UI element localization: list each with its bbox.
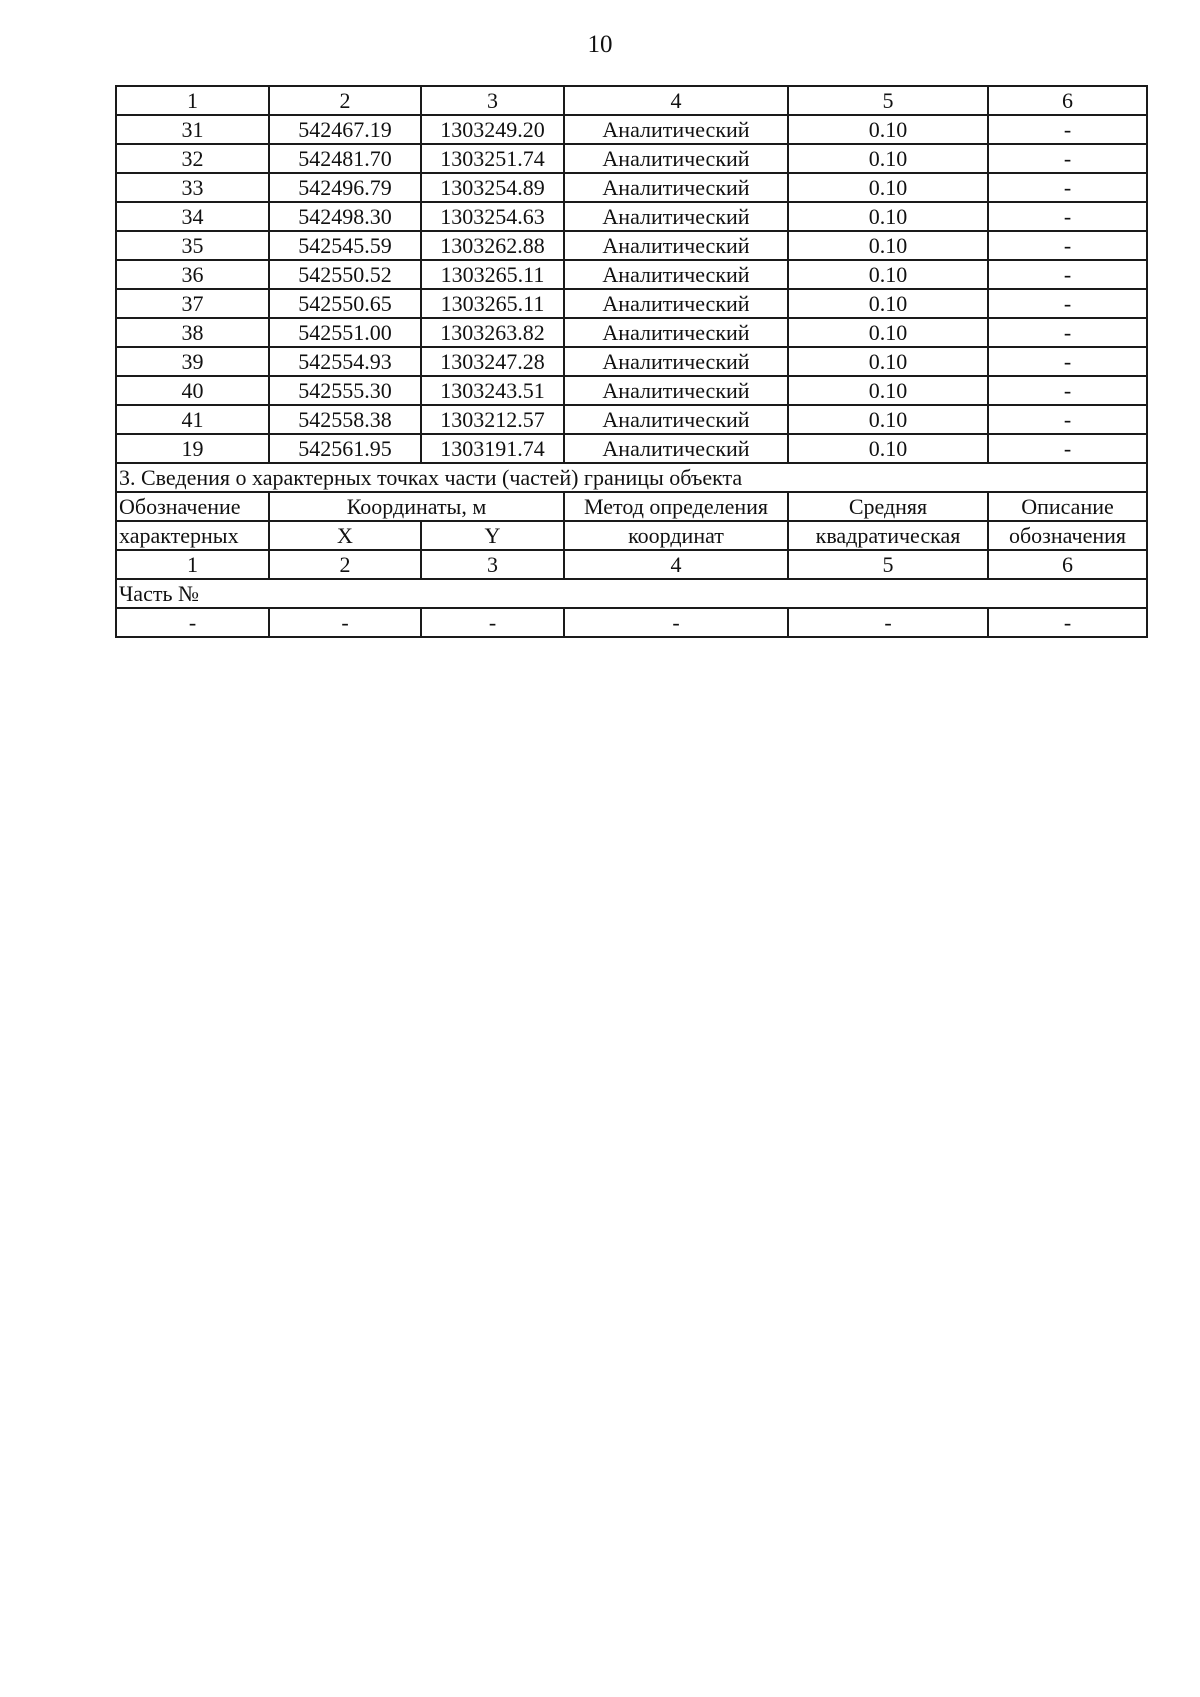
table-row <box>116 173 1147 202</box>
column-number: 6 <box>988 550 1147 579</box>
header-description: Описание <box>988 492 1147 521</box>
section-header-row-1 <box>116 492 1147 521</box>
column-number: 1 <box>116 86 269 115</box>
table-row <box>116 376 1147 405</box>
part-label: Часть № <box>116 579 1147 608</box>
cell-mean-square-error: 0.10 <box>788 434 988 463</box>
cell-mean-square-error: 0.10 <box>788 318 988 347</box>
cell-method: Аналитический <box>564 289 788 318</box>
cell-method: Аналитический <box>564 202 788 231</box>
header-mean-square-error: Средняя <box>788 492 988 521</box>
cell-coordinate-y: 1303263.82 <box>421 318 564 347</box>
section-title: 3. Сведения о характерных точках части (частей) границы объекта <box>116 463 1147 492</box>
cell-mean-square-error: 0.10 <box>788 405 988 434</box>
cell-coordinate-x: 542550.65 <box>269 289 421 318</box>
page-number: 10 <box>587 31 613 58</box>
cell-method: Аналитический <box>564 376 788 405</box>
column-number: 5 <box>788 86 988 115</box>
cell-coordinate-y: 1303251.74 <box>421 144 564 173</box>
cell-coordinate-x: 542551.00 <box>269 318 421 347</box>
cell-coordinate-y: 1303265.11 <box>421 289 564 318</box>
cell-point-number: 35 <box>116 231 269 260</box>
cell-mean-square-error: 0.10 <box>788 376 988 405</box>
cell-point-number: 41 <box>116 405 269 434</box>
coordinates-table <box>115 85 1148 638</box>
header-mean-square-error-cont: квадратическая <box>788 521 988 550</box>
cell-method: Аналитический <box>564 231 788 260</box>
cell-description: - <box>988 347 1147 376</box>
cell-mean-square-error: 0.10 <box>788 144 988 173</box>
header-point-designation: Обозначение <box>116 492 269 521</box>
cell-coordinate-y: 1303243.51 <box>421 376 564 405</box>
column-number: 5 <box>788 550 988 579</box>
cell-description: - <box>988 376 1147 405</box>
empty-cell: - <box>421 608 564 637</box>
table-row <box>116 434 1147 463</box>
table-row <box>116 144 1147 173</box>
empty-cell: - <box>564 608 788 637</box>
header-method-cont: координат <box>564 521 788 550</box>
cell-coordinate-y: 1303247.28 <box>421 347 564 376</box>
table-row <box>116 318 1147 347</box>
cell-mean-square-error: 0.10 <box>788 231 988 260</box>
cell-method: Аналитический <box>564 405 788 434</box>
cell-coordinate-y: 1303262.88 <box>421 231 564 260</box>
cell-coordinate-x: 542498.30 <box>269 202 421 231</box>
cell-coordinate-x: 542481.70 <box>269 144 421 173</box>
cell-coordinate-x: 542467.19 <box>269 115 421 144</box>
header-x: X <box>269 521 421 550</box>
header-coordinates: Координаты, м <box>269 492 564 521</box>
section-column-number-row <box>116 550 1147 579</box>
column-number: 2 <box>269 550 421 579</box>
cell-coordinate-x: 542550.52 <box>269 260 421 289</box>
header-method: Метод определения <box>564 492 788 521</box>
cell-description: - <box>988 289 1147 318</box>
cell-description: - <box>988 434 1147 463</box>
cell-point-number: 40 <box>116 376 269 405</box>
empty-cell: - <box>988 608 1147 637</box>
cell-description: - <box>988 173 1147 202</box>
header-y: Y <box>421 521 564 550</box>
empty-cell: - <box>269 608 421 637</box>
cell-point-number: 38 <box>116 318 269 347</box>
cell-coordinate-x: 542545.59 <box>269 231 421 260</box>
cell-point-number: 32 <box>116 144 269 173</box>
cell-method: Аналитический <box>564 434 788 463</box>
empty-cell: - <box>116 608 269 637</box>
cell-point-number: 39 <box>116 347 269 376</box>
table-row <box>116 231 1147 260</box>
cell-coordinate-x: 542561.95 <box>269 434 421 463</box>
part-label-row <box>116 579 1147 608</box>
cell-coordinate-x: 542558.38 <box>269 405 421 434</box>
cell-coordinate-y: 1303212.57 <box>421 405 564 434</box>
column-number: 2 <box>269 86 421 115</box>
column-number: 1 <box>116 550 269 579</box>
cell-coordinate-x: 542496.79 <box>269 173 421 202</box>
cell-coordinate-y: 1303254.63 <box>421 202 564 231</box>
column-number: 4 <box>564 550 788 579</box>
cell-description: - <box>988 405 1147 434</box>
cell-coordinate-x: 542554.93 <box>269 347 421 376</box>
cell-point-number: 36 <box>116 260 269 289</box>
table-row <box>116 347 1147 376</box>
column-number: 4 <box>564 86 788 115</box>
cell-method: Аналитический <box>564 260 788 289</box>
cell-mean-square-error: 0.10 <box>788 115 988 144</box>
cell-description: - <box>988 202 1147 231</box>
cell-point-number: 19 <box>116 434 269 463</box>
header-description-cont: обозначения <box>988 521 1147 550</box>
cell-description: - <box>988 260 1147 289</box>
cell-description: - <box>988 231 1147 260</box>
cell-description: - <box>988 115 1147 144</box>
table-row <box>116 202 1147 231</box>
cell-coordinate-y: 1303254.89 <box>421 173 564 202</box>
column-number: 3 <box>421 550 564 579</box>
column-number: 3 <box>421 86 564 115</box>
table-row <box>116 405 1147 434</box>
column-number-row <box>116 86 1147 115</box>
table-row <box>116 289 1147 318</box>
cell-mean-square-error: 0.10 <box>788 202 988 231</box>
cell-point-number: 33 <box>116 173 269 202</box>
cell-method: Аналитический <box>564 318 788 347</box>
cell-point-number: 31 <box>116 115 269 144</box>
cell-method: Аналитический <box>564 144 788 173</box>
cell-method: Аналитический <box>564 347 788 376</box>
cell-point-number: 37 <box>116 289 269 318</box>
cell-method: Аналитический <box>564 173 788 202</box>
empty-part-row <box>116 608 1147 637</box>
cell-coordinate-x: 542555.30 <box>269 376 421 405</box>
cell-mean-square-error: 0.10 <box>788 289 988 318</box>
empty-cell: - <box>788 608 988 637</box>
section-header-row-2 <box>116 521 1147 550</box>
header-point-designation-cont: характерных <box>116 521 269 550</box>
cell-coordinate-y: 1303249.20 <box>421 115 564 144</box>
section-title-row <box>116 463 1147 492</box>
cell-coordinate-y: 1303191.74 <box>421 434 564 463</box>
table-row <box>116 260 1147 289</box>
cell-mean-square-error: 0.10 <box>788 173 988 202</box>
cell-point-number: 34 <box>116 202 269 231</box>
cell-mean-square-error: 0.10 <box>788 260 988 289</box>
cell-method: Аналитический <box>564 115 788 144</box>
cell-description: - <box>988 318 1147 347</box>
cell-mean-square-error: 0.10 <box>788 347 988 376</box>
cell-description: - <box>988 144 1147 173</box>
cell-coordinate-y: 1303265.11 <box>421 260 564 289</box>
table-row <box>116 115 1147 144</box>
column-number: 6 <box>988 86 1147 115</box>
